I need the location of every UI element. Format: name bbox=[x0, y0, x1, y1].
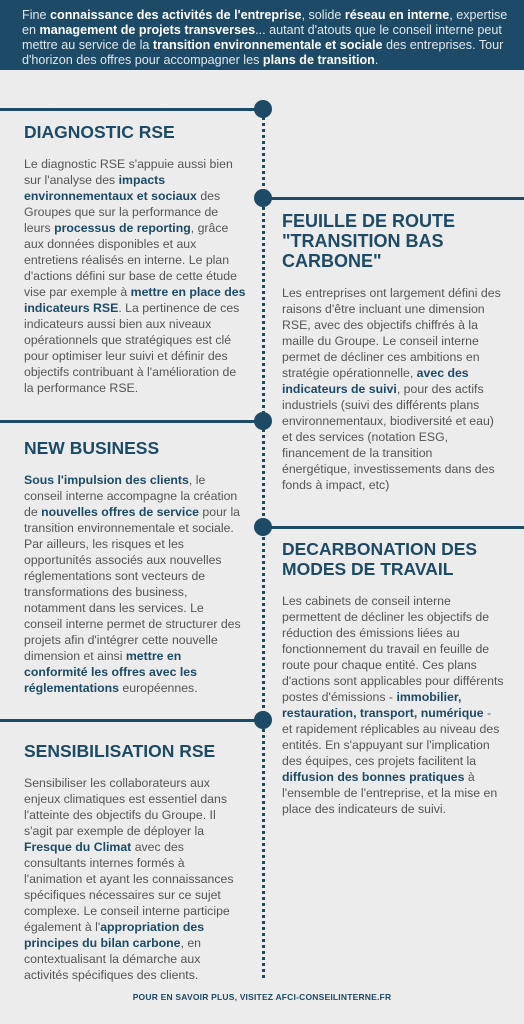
section-body: Le diagnostic RSE s'appuie aussi bien sur l'analyse des impacts environnementaux et sociaux des Groupes que sur la performance de leurs processus de reporting, grâce aux données disponibles et aux entretiens réalisés en interne. Le plan d'actions défini sur base de cette étude vise par exemple à mettre en place des indicateurs RSE. La pertinence de ces indicateurs aussi bien aux niveaux opérationnels que stratégiques est clé pour optimiser leur suivi et définir des objectifs contribuant à l'amélioration de la performance RSE. bbox=[24, 157, 246, 395]
timeline-connector-decarbonation bbox=[262, 526, 524, 529]
section-body: Les entreprises ont largement défini des raisons d'être incluant une dimension RSE, avec des objectifs chiffrés à la maille du Groupe. Le conseil interne permet de décliner ces ambitions en stratégie opérationnelle, avec des indicateurs de suivi, pour des actifs industriels (suivi des différents plans environnementaux, biodiversité et eau) et des services (notation ESG, financement de la transition énergétique, investissements dans des fonds à impact, etc) bbox=[282, 286, 501, 492]
footer-link-text[interactable]: POUR EN SAVOIR PLUS, VISITEZ AFCI-CONSEILINTERNE.FR bbox=[132, 992, 392, 1002]
intro-text: Fine connaissance des activités de l'entreprise, solide réseau en interne, expertise en management de projets transverses... autant d'atouts que le conseil interne peut mettre au service de la transition environnementale et sociale des entreprises. Tour d'horizon des offres pour accompagner les plans de transition. bbox=[22, 8, 508, 67]
section-diagnostic-rse bbox=[24, 122, 246, 396]
timeline-dot-diagnostic bbox=[254, 100, 272, 118]
section-body: Les cabinets de conseil interne permettent de décliner les objectifs de réduction des émissions liées au fonctionnement du travail en feuille de route pour chaque entité. Ces plans d'actions sont applicables pour différents postes d'émissions - immobilier, restauration, transport, numérique - et rapidement réplicables au niveau des entités. En s'appuyant sur l'implication des équipes, ces projets facilitent la diffusion des bonnes pratiques à l'ensemble de l'entreprise, et la mise en place des indicateurs de suivi. bbox=[282, 594, 504, 816]
timeline-dot-sensibilisation bbox=[254, 711, 272, 729]
timeline-dot-newbusiness bbox=[254, 412, 272, 430]
timeline-dot-decarbonation bbox=[254, 518, 272, 536]
section-body: Sous l'impulsion des clients, le conseil interne accompagne la création de nouvelles offres de service pour la transition environnementale et sociale. Par ailleurs, les risques et les opportunités associés aux nouvelles réglementations sont vecteurs de transformations des business, notamment dans les services. Le conseil interne permet de structurer des projets afin d'intégrer cette nouvelle dimension et ainsi mettre en conformité les offres avec les réglementations européennes. bbox=[24, 473, 241, 695]
section-title: SENSIBILISATION RSE bbox=[24, 741, 216, 761]
section-feuille-de-route bbox=[282, 211, 502, 493]
timeline-connector-sensibilisation bbox=[0, 719, 262, 722]
section-body: Sensibiliser les collaborateurs aux enjeux climatiques est essentiel dans l'atteinte des objectifs du Groupe. Il s'agit par exemple de déployer la Fresque du Climat avec des consultants internes formés à l'animation et ayant les connaissances spécifiques nécessaires sur ce sujet complexe. Le conseil interne participe également à l'appropriation des principes du bilan carbone, en contextualisant la démarche aux activités spécifiques des clients. bbox=[24, 776, 234, 982]
section-title: FEUILLE DE ROUTE "TRANSITION BAS CARBONE" bbox=[282, 211, 456, 271]
section-decarbonation bbox=[282, 539, 504, 817]
intro-banner bbox=[0, 0, 524, 70]
timeline-dot-feuille bbox=[254, 189, 272, 207]
section-sensibilisation-rse bbox=[24, 741, 238, 983]
timeline-connector-feuille bbox=[262, 197, 524, 200]
timeline-line bbox=[262, 110, 265, 978]
section-title: DIAGNOSTIC RSE bbox=[24, 122, 175, 142]
timeline-connector-newbusiness bbox=[0, 420, 262, 423]
section-title: NEW BUSINESS bbox=[24, 438, 160, 458]
timeline-connector-diagnostic bbox=[0, 108, 262, 111]
section-new-business bbox=[24, 438, 242, 696]
section-title: DECARBONATION DES MODES DE TRAVAIL bbox=[282, 539, 478, 579]
